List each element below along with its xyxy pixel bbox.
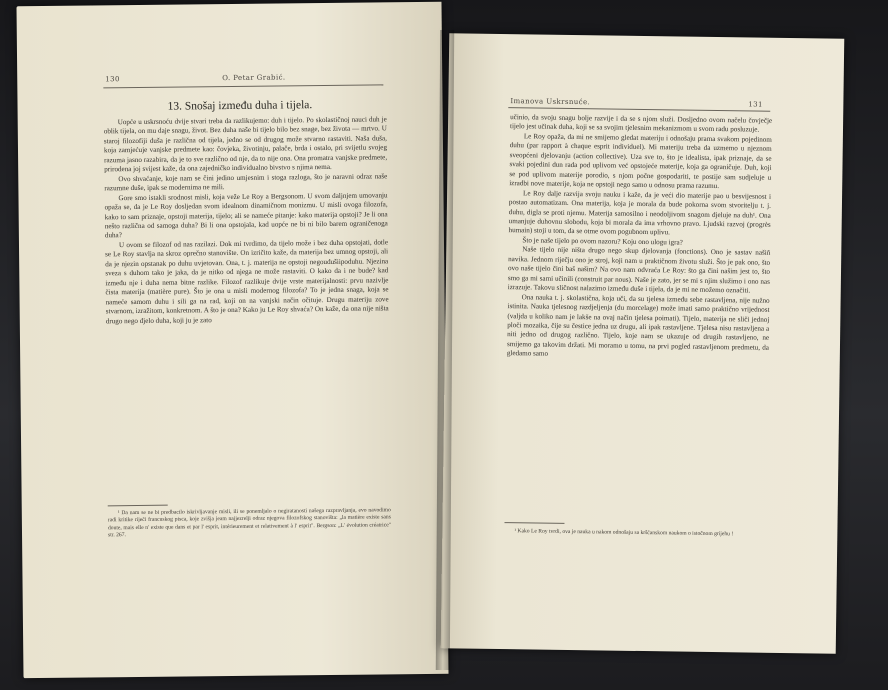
right-body-text [507, 113, 772, 362]
left-header-rule [103, 84, 383, 88]
left-page [16, 2, 448, 678]
right-paragraph: Ona nauka t. j. skolastična, koja uči, da su tjelesa između sebe rastavljena, nije nužno istinita. Nauka tjelesnog razdjeljenja (du morcelage) može imati samo praktično vrijednost (valjda u koliko nam je lakše na ovaj način tjelesa poimati). Tijelo, materija ne sliči jednoj ploči mozaika, čije su čestice jedna uz drugu, ali ipak rastavljene. Tjelesa nisu rastavljena a niti jedno od drugog različno. Tijelo, koje nam se ukazuje od drugih rastavljeno, ne smijemo ga takovim držati. Mi moramo u tomu, na prvi pogled rastavljenom predmetu, da gledamo samo [506, 292, 770, 359]
left-body-text [104, 115, 389, 326]
right-paragraph: Le Roy dalje razvija svoju nauku i kaže, da je veći dio materije pao u besvijesnost i postao automatizam. Ona materija, koja je morala da bude pokorna svom stvoritelju t. j. duhu, digla se proti njemu. Materija samosilno i neodoljivom snagom djeluje na duh¹. Ona umanjuje duhovnu slobodu, koja bi morala da ima vrhovno pravo. Ljudski razvoj (progrès humain) stoji u tom, da se otme ovom pogubnom uplivu. [508, 188, 772, 237]
right-running-head: Imanova Uskrsnuće. [510, 97, 591, 107]
right-footnote [504, 528, 766, 539]
right-footnote-rule [504, 522, 564, 524]
left-footnote [108, 507, 391, 540]
left-footnote-text: ¹ Da nam se ne bi predbacilo iskrivljavanje misli, ili se ponemljalo o negiratanosti našega razpravljanja, evo navodimo radi kritike riječi francuskog pisca, koje zvišja jeam najjezrelji odraz njegova filozofskog stanovišta: „la matière existe sans doute, mais elle n' existe que dans et par l' esprit, intérieurement et relativement à l' esprit". Bergson: „L' évolution créatrice" str. 267. [107, 507, 391, 539]
right-header-rule [508, 107, 770, 112]
left-running-head: O. Petar Grabić. [222, 73, 286, 83]
section-title: 13. Snošaj između duha i tijela. [167, 99, 313, 113]
right-paragraph: Naše tijelo nije ništa drugo nego skup djelovanja (fonctions). Ono je sastav našiñ navika. Jednom riječju ono je stroj, koji nam u praktičnom životu služi. Što je pak ono, što ovo naše tijelo čini baš našim? Na ovo nam odvraća Le Roy: što ga čini našim jest to, što smo ga mi sami učinili (construit par nous). Naše je zato, jer se mi s njim služimo i ono nas izrazuje. Takovu sličnost nalazimo između duše i tijela, da je mi ne možemo označiti. [507, 245, 771, 295]
right-footnote-text: ¹ Kako Le Roy tvrdi, ova je nauka u nakom odnošaju sa kršćanskom naukom o istočnom grijehu ! [514, 528, 734, 538]
right-page [441, 33, 845, 653]
left-paragraph: Ovo shvaćanje, koje nam se čini jedino umjesnim i stoga razloga, što je naravni odraz naše razumne duše, ipak se modernima ne mili. [104, 172, 388, 193]
right-paragraph: Le Roy opaža, da mi ne smijemo gledat materiju i odnošaju prama svakom pojedinom duhu (par rapport à chaque esprit individuel). Mi materiju treba da uzmemo u njeznom sveopćeni djelovanju (action collective). Uza sve to, što je idealista, ipak priznaje, da se svaki pojedini dun rada pod uplivom već opstojeće materije, koja ga ograničuje. Duh, koji se pod uplivom materije porodio, s njom počne gospodariti, te postije sam sudjeluje u izradbi nove materije, koja ne opstoji nego samo u odnosu prama razumu. [509, 132, 772, 191]
right-paragraph: učinio, da svoju snagu bolje razvije i da se s njom služi. Dosljedno ovom načelu čovječje tijelo jest učinak duha, koji se sa svojim tjelesnim mekanizmom u svom radu posluzuje. [509, 113, 773, 135]
left-paragraph: U ovom se filozof od nas razilazi. Dok mi tvrdimo, da tijelo može i bez duha opstojati, dotle se Le Roy stavlja na skroz oprečno stanovište. On izričito kaže, da materija bez umnog opstoji, ali da je njezin opstanak po duhu uvjetovan. Ona, t. j. materija ne opstoji negoudušiipoduhu. Njezina sveza s duhom tako je jaka, da je nitko od njega ne može rastaviti. O kako da i ne bude? kad između nje i duha nema bitne razlike. Filozof razlikuje dvije vrste materijalnosti: prvu nazivlje čista materija (matière pure). Što je ona u misli modernog filozofa? To je jedna snaga, koja se nameće samom duhu i sili ga na rad, koji on na vanjski način očituje. Drugu materiju zove stvarnom, izražitom, konkretnom. A što je ona? Kako ju Le Roy shvaća? On kaže, da ona nije ništa drugo nego djelo duha, koji ju je zato [105, 238, 389, 325]
left-paragraph: Uopće u uskrsnoću dvije stvari treba da razlikujemo: duh i tijelo. Po skolastičnoj nauci duh je oblik tijela, on mu daje snagu, život. Bez duha naše bi tijelo bilo bez snage, bez života — mrtvo. U staroj filozofiji duša je različna od tijela, jedno se od drugog može stvarno rastaviti. Naša duša, koja zamjećuje vanjske predmete kao: čovjeka, životinju, palače, brda i ostalo, pri svijetlu svojeg razuma jasno razabira, da je to sve različno od nje, da to nije ona. Ona promatra vanjske predmete, prirodena joj svijest kaže, da ona zajedničko individualno bivstvo s njima nema. [103, 115, 388, 174]
left-page-number: 130 [105, 75, 120, 84]
right-page-number: 131 [748, 100, 763, 109]
left-footnote-rule [108, 505, 168, 507]
left-paragraph: Gore smo istakli srodnost misli, koja veže Le Roy a Bergsonom. U svom daljnjem umovanju opaža se, da je Le Roy dosljedan svom idealnom dinamičnom monizmu. U misli ovoga filozofa, kako to sam priznaje, opstoji materija, tijelo; ali se nameće pitanje: kako materija opstoji? Je li ona nešto različna od samoga duha? Bi li ona opstojala, kad uopće ne bi ni bilo barem ograničenoga duha? [104, 190, 388, 240]
right-paragraph: Što je naše tijelo po ovom nazoru? Koju ono ulogu igra? [522, 236, 683, 247]
